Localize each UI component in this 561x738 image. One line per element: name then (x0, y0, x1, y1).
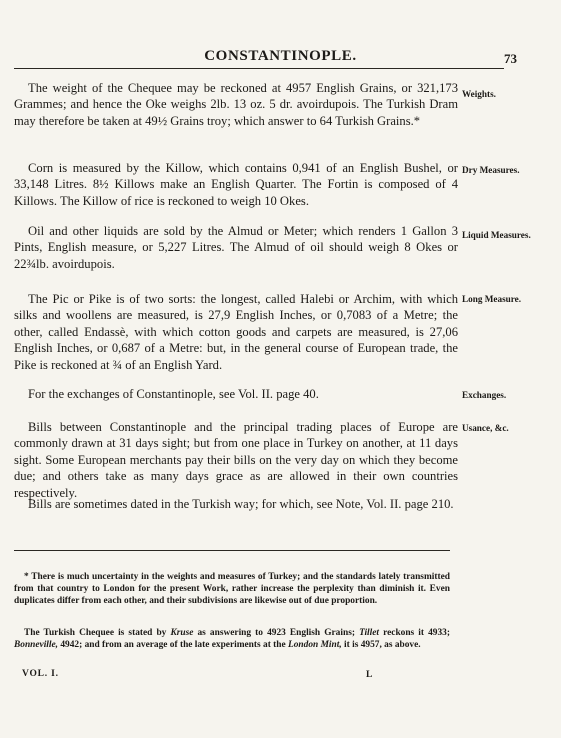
margin-note-long-measure: Long Measure. (462, 294, 522, 304)
london-mint: London Mint, (288, 639, 342, 650)
margin-note-usance: Usance, &c. (462, 423, 509, 433)
paragraph-long-measure: The Pic or Pike is of two sorts: the longest, called Halebi or Archim, with which silks and woollens are measured, is 27,9 English Inches, or 0,7083 of a Metre; the other, called Endassè, with which cotton goods and carpets are measured, is 27,06 English Inches, or 0,687 of a Metre: but, in the general course of European trade, the Pike is reckoned at ¾ of an English Yard. (14, 292, 458, 372)
footnote-text: The Turkish Chequee is stated by (24, 628, 171, 638)
paragraph-bill-dating: Bills are sometimes dated in the Turkish way; for which, see Note, Vol. II. page 210. (28, 497, 454, 511)
signature-mark: L (366, 670, 373, 680)
page-title: CONSTANTINOPLE. (204, 48, 357, 64)
author-kruse: Kruse (170, 628, 194, 638)
footnote-uncertainty: * There is much uncertainty in the weights and measures of Turkey; and the standards lately transmitted from that country to London for the present Work, rather increase the perplexity than diminish it. Even duplicates differ from each other, and their subdivisions are likewise out of due proportion. (14, 572, 450, 606)
paragraph-usance: Bills between Constantinople and the principal trading places of Europe are commonly drawn at 31 days sight; but from one place in Turkey on another, at 11 days sight. Some European merchants pay their bills on the very day on which they become due; and others take as many days grace as are allowed in their own countries respectively. (14, 420, 458, 500)
margin-note-weights: Weights. (462, 89, 496, 99)
margin-note-dry-measures: Dry Measures. (462, 165, 520, 175)
paragraph-dry-measures: Corn is measured by the Killow, which contains 0,941 of an English Bushel, or 33,148 Litres. 8½ Killows make an English Quarter. The Fortin is composed of 4 Killows. The Killow of rice is reckoned to weigh 10 Okes. (14, 161, 458, 208)
margin-note-liquid-measures: Liquid Measures. (462, 230, 531, 240)
footnote-rule (14, 550, 450, 551)
header-rule (14, 68, 504, 69)
paragraph-exchanges: For the exchanges of Constantinople, see Vol. II. page 40. (28, 387, 319, 401)
footnote-text: it is 4957, as above. (341, 639, 421, 650)
page-number: 73 (504, 51, 517, 66)
margin-note-exchanges: Exchanges. (462, 390, 507, 400)
volume-signature: VOL. I. (22, 669, 59, 679)
author-bonneville: Bonneville, (14, 639, 59, 650)
author-tillet: Tillet (359, 628, 380, 638)
footnote-chequee (14, 628, 450, 652)
running-head (0, 42, 561, 66)
footnote-text: as answering to 4923 English Grains; (193, 628, 360, 638)
footnote-text: reckons it 4933; (379, 628, 450, 638)
paragraph-weights: The weight of the Chequee may be reckoned at 4957 English Grains, or 321,173 Grammes; and hence the Oke weighs 2lb. 13 oz. 5 dr. avoirdupois. The Turkish Dram may therefore be taken at 49½ Grains troy; which answer to 64 Turkish Grains.* (14, 81, 458, 128)
footnote-text: 4942; and from an average of the late experiments at the (58, 639, 289, 650)
paragraph-liquid-measures: Oil and other liquids are sold by the Almud or Meter; which renders 1 Gallon 3 Pints, English measure, or 5,227 Litres. The Almud of oil should weigh 8 Okes or 22¾lb. avoirdupois. (14, 224, 458, 271)
